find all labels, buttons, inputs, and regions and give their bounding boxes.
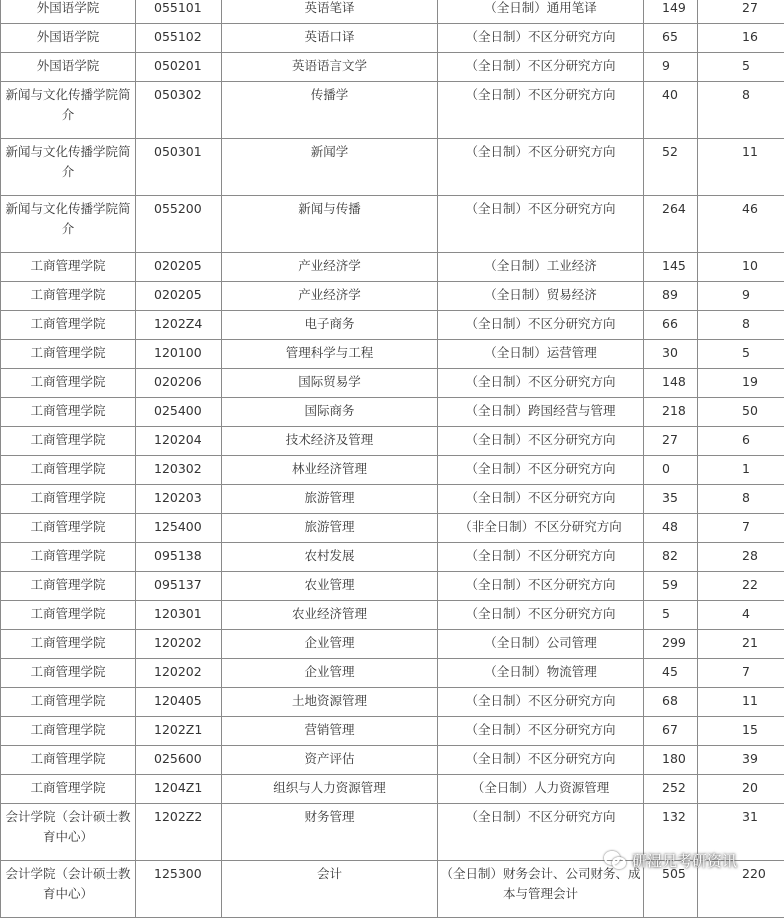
code-cell: 095138 <box>136 543 222 572</box>
admitted-cell: 7 <box>698 659 784 688</box>
college-cell: 会计学院（会计硕士教育中心） <box>1 804 136 861</box>
applicants-cell: 132 <box>644 804 698 861</box>
code-cell: 125400 <box>136 514 222 543</box>
code-cell: 120301 <box>136 601 222 630</box>
direction-cell: （全日制）不区分研究方向 <box>438 543 644 572</box>
table-row <box>1 717 784 746</box>
admitted-cell: 5 <box>698 53 784 82</box>
direction-cell: （全日制）不区分研究方向 <box>438 139 644 196</box>
admitted-cell: 4 <box>698 601 784 630</box>
college-cell: 会计学院（会计硕士教育中心） <box>1 861 136 918</box>
college-cell: 新闻与文化传播学院简介 <box>1 82 136 139</box>
table-row <box>1 311 784 340</box>
major-cell: 旅游管理 <box>222 514 438 543</box>
applicants-cell: 299 <box>644 630 698 659</box>
code-cell: 050201 <box>136 53 222 82</box>
applicants-cell: 68 <box>644 688 698 717</box>
admitted-cell: 220 <box>698 861 784 918</box>
code-cell: 025600 <box>136 746 222 775</box>
college-cell: 工商管理学院 <box>1 746 136 775</box>
code-cell: 120203 <box>136 485 222 514</box>
code-cell: 1204Z1 <box>136 775 222 804</box>
watermark <box>604 846 737 874</box>
college-cell: 工商管理学院 <box>1 630 136 659</box>
code-cell: 020205 <box>136 253 222 282</box>
major-cell: 英语语言文学 <box>222 53 438 82</box>
major-cell: 国际贸易学 <box>222 369 438 398</box>
code-cell: 1202Z2 <box>136 804 222 861</box>
applicants-cell: 59 <box>644 572 698 601</box>
admitted-cell: 8 <box>698 311 784 340</box>
code-cell: 055102 <box>136 24 222 53</box>
applicants-cell: 27 <box>644 427 698 456</box>
college-cell: 工商管理学院 <box>1 398 136 427</box>
admitted-cell: 50 <box>698 398 784 427</box>
code-cell: 050301 <box>136 139 222 196</box>
major-cell: 农业管理 <box>222 572 438 601</box>
admitted-cell: 22 <box>698 572 784 601</box>
code-cell: 020206 <box>136 369 222 398</box>
college-cell: 工商管理学院 <box>1 572 136 601</box>
direction-cell: （全日制）公司管理 <box>438 630 644 659</box>
applicants-cell: 89 <box>644 282 698 311</box>
college-cell: 新闻与文化传播学院简介 <box>1 196 136 253</box>
table-row <box>1 659 784 688</box>
applicants-cell: 148 <box>644 369 698 398</box>
applicants-cell: 67 <box>644 717 698 746</box>
table-row <box>1 24 784 53</box>
code-cell: 1202Z4 <box>136 311 222 340</box>
major-cell: 土地资源管理 <box>222 688 438 717</box>
admitted-cell: 28 <box>698 543 784 572</box>
direction-cell: （全日制）物流管理 <box>438 659 644 688</box>
table-row <box>1 398 784 427</box>
table-row <box>1 369 784 398</box>
direction-cell: （全日制）运营管理 <box>438 340 644 369</box>
direction-cell: （全日制）贸易经济 <box>438 282 644 311</box>
code-cell: 120204 <box>136 427 222 456</box>
table-row <box>1 0 784 24</box>
college-cell: 工商管理学院 <box>1 688 136 717</box>
college-cell: 工商管理学院 <box>1 775 136 804</box>
major-cell: 旅游管理 <box>222 485 438 514</box>
admitted-cell: 9 <box>698 282 784 311</box>
code-cell: 025400 <box>136 398 222 427</box>
code-cell: 120302 <box>136 456 222 485</box>
direction-cell: （全日制）不区分研究方向 <box>438 456 644 485</box>
admitted-cell: 39 <box>698 746 784 775</box>
direction-cell: （全日制）工业经济 <box>438 253 644 282</box>
college-cell: 工商管理学院 <box>1 253 136 282</box>
table-row <box>1 514 784 543</box>
admitted-cell: 20 <box>698 775 784 804</box>
admitted-cell: 1 <box>698 456 784 485</box>
direction-cell: （全日制）不区分研究方向 <box>438 369 644 398</box>
applicants-cell: 40 <box>644 82 698 139</box>
wechat-icon <box>604 851 626 869</box>
admitted-cell: 19 <box>698 369 784 398</box>
major-cell: 新闻与传播 <box>222 196 438 253</box>
applicants-cell: 35 <box>644 485 698 514</box>
table-row <box>1 253 784 282</box>
applicants-cell: 218 <box>644 398 698 427</box>
applicants-cell: 180 <box>644 746 698 775</box>
table-row <box>1 746 784 775</box>
applicants-cell: 82 <box>644 543 698 572</box>
major-cell: 管理科学与工程 <box>222 340 438 369</box>
college-cell: 工商管理学院 <box>1 601 136 630</box>
table-row <box>1 601 784 630</box>
direction-cell: （全日制）人力资源管理 <box>438 775 644 804</box>
table-row <box>1 139 784 196</box>
admitted-cell: 11 <box>698 139 784 196</box>
admitted-cell: 7 <box>698 514 784 543</box>
college-cell: 工商管理学院 <box>1 717 136 746</box>
watermark-text: 研湿兄考研资讯 <box>632 850 737 871</box>
major-cell: 技术经济及管理 <box>222 427 438 456</box>
direction-cell: （全日制）不区分研究方向 <box>438 688 644 717</box>
table-row <box>1 485 784 514</box>
major-cell: 英语口译 <box>222 24 438 53</box>
major-cell: 电子商务 <box>222 311 438 340</box>
direction-cell: （非全日制）不区分研究方向 <box>438 514 644 543</box>
admitted-cell: 8 <box>698 82 784 139</box>
admitted-cell: 10 <box>698 253 784 282</box>
applicants-cell: 30 <box>644 340 698 369</box>
table-row <box>1 282 784 311</box>
college-cell: 工商管理学院 <box>1 427 136 456</box>
admitted-cell: 6 <box>698 427 784 456</box>
direction-cell: （全日制）不区分研究方向 <box>438 196 644 253</box>
admitted-cell: 15 <box>698 717 784 746</box>
college-cell: 工商管理学院 <box>1 369 136 398</box>
applicants-cell: 52 <box>644 139 698 196</box>
major-cell: 财务管理 <box>222 804 438 861</box>
applicants-cell: 66 <box>644 311 698 340</box>
table-row <box>1 82 784 139</box>
direction-cell: （全日制）不区分研究方向 <box>438 572 644 601</box>
admitted-cell: 16 <box>698 24 784 53</box>
direction-cell: （全日制）不区分研究方向 <box>438 717 644 746</box>
table-row <box>1 456 784 485</box>
major-cell: 国际商务 <box>222 398 438 427</box>
applicants-cell: 65 <box>644 24 698 53</box>
table-row <box>1 53 784 82</box>
table-row <box>1 572 784 601</box>
major-cell: 组织与人力资源管理 <box>222 775 438 804</box>
major-cell: 传播学 <box>222 82 438 139</box>
code-cell: 120202 <box>136 659 222 688</box>
major-cell: 会计 <box>222 861 438 918</box>
code-cell: 055101 <box>136 0 222 24</box>
college-cell: 工商管理学院 <box>1 282 136 311</box>
direction-cell: （全日制）不区分研究方向 <box>438 311 644 340</box>
college-cell: 工商管理学院 <box>1 543 136 572</box>
college-cell: 工商管理学院 <box>1 311 136 340</box>
college-cell: 外国语学院 <box>1 24 136 53</box>
direction-cell: （全日制）不区分研究方向 <box>438 53 644 82</box>
applicants-cell: 9 <box>644 53 698 82</box>
code-cell: 1202Z1 <box>136 717 222 746</box>
college-cell: 外国语学院 <box>1 0 136 24</box>
major-cell: 营销管理 <box>222 717 438 746</box>
table-row <box>1 427 784 456</box>
code-cell: 120405 <box>136 688 222 717</box>
direction-cell: （全日制）通用笔译 <box>438 0 644 24</box>
major-cell: 企业管理 <box>222 630 438 659</box>
applicants-cell: 252 <box>644 775 698 804</box>
college-cell: 工商管理学院 <box>1 659 136 688</box>
applicants-cell: 505 <box>644 861 698 918</box>
admitted-cell: 11 <box>698 688 784 717</box>
college-cell: 新闻与文化传播学院简介 <box>1 139 136 196</box>
direction-cell: （全日制）不区分研究方向 <box>438 485 644 514</box>
direction-cell: （全日制）财务会计、公司财务、成本与管理会计 <box>438 861 644 918</box>
code-cell: 125300 <box>136 861 222 918</box>
table-row <box>1 630 784 659</box>
table-row <box>1 543 784 572</box>
applicants-cell: 149 <box>644 0 698 24</box>
admitted-cell: 5 <box>698 340 784 369</box>
major-cell: 英语笔译 <box>222 0 438 24</box>
applicants-cell: 264 <box>644 196 698 253</box>
code-cell: 120202 <box>136 630 222 659</box>
code-cell: 050302 <box>136 82 222 139</box>
major-cell: 产业经济学 <box>222 282 438 311</box>
major-cell: 资产评估 <box>222 746 438 775</box>
college-cell: 工商管理学院 <box>1 514 136 543</box>
code-cell: 095137 <box>136 572 222 601</box>
applicants-cell: 0 <box>644 456 698 485</box>
major-cell: 新闻学 <box>222 139 438 196</box>
table-row <box>1 688 784 717</box>
admitted-cell: 21 <box>698 630 784 659</box>
major-cell: 企业管理 <box>222 659 438 688</box>
admitted-cell: 27 <box>698 0 784 24</box>
direction-cell: （全日制）不区分研究方向 <box>438 82 644 139</box>
code-cell: 020205 <box>136 282 222 311</box>
major-cell: 农村发展 <box>222 543 438 572</box>
code-cell: 055200 <box>136 196 222 253</box>
college-cell: 工商管理学院 <box>1 456 136 485</box>
applicants-cell: 48 <box>644 514 698 543</box>
admitted-cell: 31 <box>698 804 784 861</box>
table-row <box>1 196 784 253</box>
table-row <box>1 775 784 804</box>
college-cell: 工商管理学院 <box>1 340 136 369</box>
applicants-cell: 145 <box>644 253 698 282</box>
college-cell: 工商管理学院 <box>1 485 136 514</box>
direction-cell: （全日制）跨国经营与管理 <box>438 398 644 427</box>
major-cell: 农业经济管理 <box>222 601 438 630</box>
major-cell: 林业经济管理 <box>222 456 438 485</box>
applicants-cell: 5 <box>644 601 698 630</box>
direction-cell: （全日制）不区分研究方向 <box>438 804 644 861</box>
direction-cell: （全日制）不区分研究方向 <box>438 601 644 630</box>
applicants-cell: 45 <box>644 659 698 688</box>
admitted-cell: 46 <box>698 196 784 253</box>
major-cell: 产业经济学 <box>222 253 438 282</box>
admitted-cell: 8 <box>698 485 784 514</box>
code-cell: 120100 <box>136 340 222 369</box>
direction-cell: （全日制）不区分研究方向 <box>438 427 644 456</box>
direction-cell: （全日制）不区分研究方向 <box>438 24 644 53</box>
table-row <box>1 340 784 369</box>
direction-cell: （全日制）不区分研究方向 <box>438 746 644 775</box>
college-cell: 外国语学院 <box>1 53 136 82</box>
